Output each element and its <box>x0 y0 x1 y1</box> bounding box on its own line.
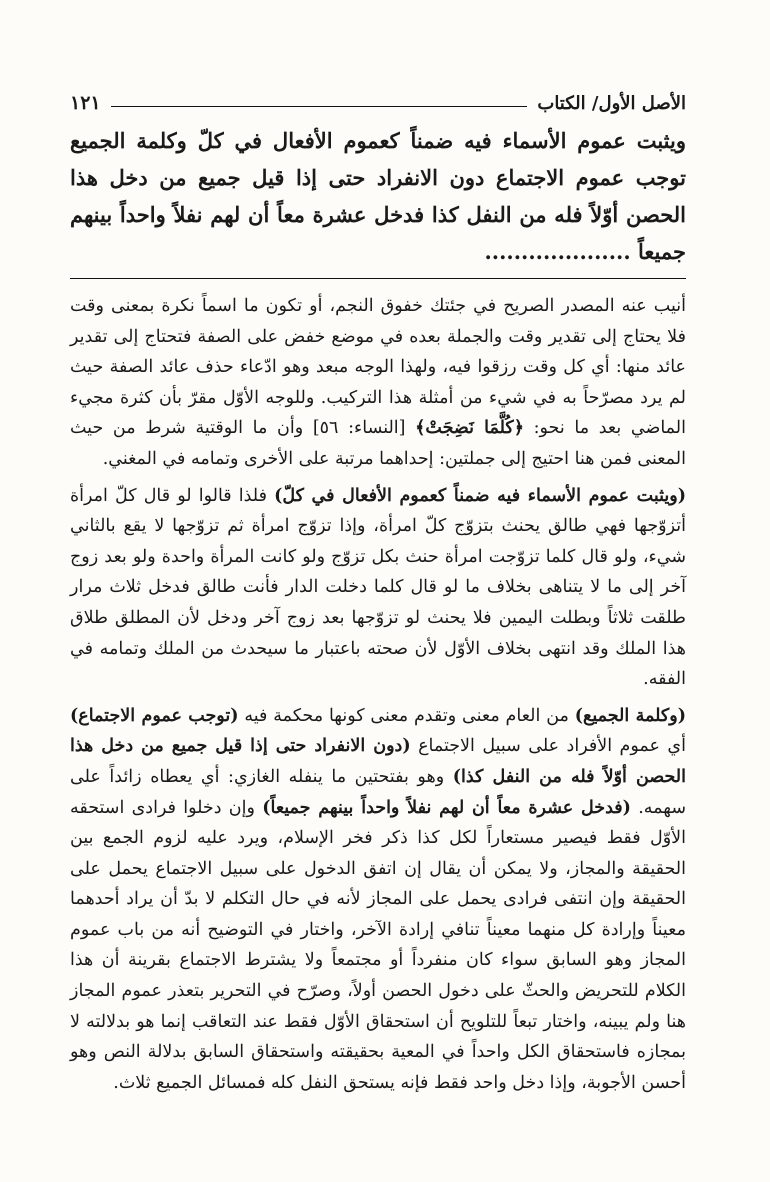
section-separator <box>70 278 686 279</box>
running-title: الأصل الأول/ الكتاب <box>537 93 686 114</box>
sharh-p1-tail: [النساء: ٥٦] وأن ما الوقتية شرط من حيث المعنى فمن هنا احتيج إلى جملتين: إحداهما مرتبة على الأخرى وتمامه في المغني. <box>70 418 686 469</box>
quran-citation: ﴿كُلَّمَا نَضِجَتْ﴾ <box>415 418 524 439</box>
sharh-text: من العام معنى وتقدم معنى كونها محكمة فيه <box>244 705 569 726</box>
sharh-text: وإن دخلوا فرادى استحقه الأوّل فقط فيصير مستعاراً لكل كذا ذكر فخر الإسلام، ويرد عليه لزوم الجمع بين الحقيقة والمجاز، ولا يمكن أن يقال إن اتفق الدخول على سبيل الاجتماع يحمل على الحقيقة وإن انتفى فرادى يحمل على المجاز لأنه في حال التكلم لا بدّ أن يراد أحدهما معيناً وإرادة كل منهما معيناً تنافي إرادة الآخر، واختار في التوضيح أنه من باب عموم المجاز وهو السابق سواء كان منفرداً أو مجتمعاً ولا يشترط الاجتماع بقرينة أن هذا الكلام للتحريض والحثّ على دخول الحصن أولاً، وصرّح في التحرير بتعذر عموم المجاز هنا ولم يبينه، واختار تبعاً للتلويح أن استحقاق الأوّل فقط عند التعاقب إنما هو بدلالته لا بمجازه فاستحقاق الكل واحداً في المعية بحقيقته واستحقاق السابق بدلالة النص وهو أحسن الأجوبة، وإذا دخل واحد فقط فإنه يستحق النفل كله فمسائل الجميع ثلاث. <box>70 797 686 1093</box>
matn-dots: .................... <box>484 239 631 264</box>
page-number: ١٢١ <box>70 92 101 114</box>
sharh-text: وهو بفتحتين ما ينفله الغازي: أي يعطاه زائداً على سهمه. <box>70 766 686 818</box>
sharh-p2-body: فلذا قالوا لو قال كلّ امرأة أتزوّجها فهي طالق يحنث بتزوّج كلّ امرأة، وإذا تزوّج امرأة ثم تزوّجها لا يقع بالثاني شيء، ولو قال كلما تزوّجت امرأة حنث بكل تزوّج ولو كانت المرأة واحدة ولو بعد زوج آخر إلى ما لا يتناهى بخلاف ما لو قال كلما دخلت الدار فأنت طالق فدخل ثلاث مرار طلقت ثلاثاً وبطلت اليمين فلا يحنث لو تزوّجها بعد زوج آخر ودخل لأن المطلق طلاق هذا الملك وقد انتهى بخلاف الأوّل لأن صحته باعتبار ما سيحدث من الملك وتمامه في الفقه. <box>70 485 686 690</box>
matn-paragraph <box>70 122 686 270</box>
matn-text-block <box>70 122 686 270</box>
matn-quote: (وكلمة الجميع) <box>574 705 686 726</box>
page-header <box>70 84 686 114</box>
sharh-paragraph-1 <box>70 291 686 475</box>
sharh-text: أي عموم الأفراد على سبيل الاجتماع <box>418 736 686 757</box>
matn-text: ويثبت عموم الأسماء فيه ضمناً كعموم الأفعال في كلّ وكلمة الجميع توجب عموم الاجتماع دون الانفراد حتى إذا قيل جميع من دخل هذا الحصن أوّلاً فله من النفل كذا فدخل عشرة معاً أن لهم نفلاً واحداً بينهم جميعاً <box>70 128 686 264</box>
matn-quote: (توجب عموم الاجتماع) <box>70 705 239 726</box>
matn-quote: (فدخل عشرة معاً أن لهم نفلاً واحداً بينهم جميعاً) <box>262 797 631 818</box>
sharh-paragraph-2 <box>70 481 686 695</box>
matn-quote: (دون الانفراد حتى إذا قيل جميع من دخل هذا الحصن أوّلاً فله من النفل كذا) <box>70 736 686 787</box>
matn-quote: (ويثبت عموم الأسماء فيه ضمناً كعموم الأفعال في كلّ) <box>274 485 686 506</box>
header-rule <box>111 106 528 107</box>
sharh-paragraph-3 <box>70 701 686 1099</box>
sharh-commentary <box>70 291 686 1098</box>
sharh-p1-text: أنيب عنه المصدر الصريح في جئتك خفوق النجم، أو تكون ما اسماً نكرة بمعنى وقت فلا يحتاج إلى تقدير وقت والجملة بعده في موضع خفض على الصفة فتحتاج إلى تقدير عائد منها: أي كل وقت رزقوا فيه، ولهذا الوجه مبعد وهو ادّعاء حذف عائد الصفة حيث لم يرد مصرّحاً به في شيء من أمثلة هذا التركيب. وللوجه الأوّل مقرّ بأن كثرة مجيء الماضي بعد ما نحو: <box>70 296 686 439</box>
